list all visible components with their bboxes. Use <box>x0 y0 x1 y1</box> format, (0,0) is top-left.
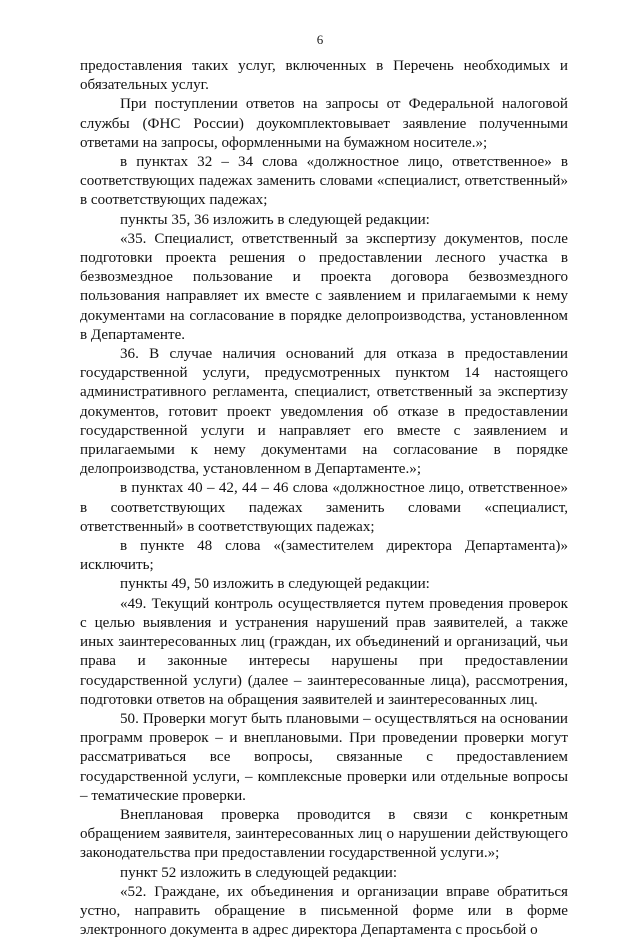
paragraph: Внеплановая проверка проводится в связи с конкретным обращением заявителя, заинтересованных лиц о нарушении действующего законодательства при предоставлении государственной услуги.»; <box>80 806 568 862</box>
paragraph: в пункте 48 слова «(заместителем директора Департамента)» исключить; <box>80 538 568 574</box>
paragraph: пункты 49, 50 изложить в следующей редакции: <box>120 576 430 593</box>
paragraph: пункты 35, 36 изложить в следующей редакции: <box>120 211 430 228</box>
paragraph: в пунктах 32 – 34 слова «должностное лицо, ответственное» в соответствующих падежах заменить словами «специалист, ответственный» в соответствующих падежах; <box>80 154 568 209</box>
paragraph: «49. Текущий контроль осуществляется путем проведения проверок с целью выявления и устранения нарушений прав заявителей, а также иных заинтересованных лиц (граждан, их объединений и организаций, чьи права и законные интересы нарушены при предоставлении государственной услуги) (далее – заинтересованные лица), рассмотрения, подготовки ответов на обращения заявителей и заинтересованных лиц. <box>80 595 568 708</box>
paragraph: 36. В случае наличия оснований для отказа в предоставлении государственной услуги, предусмотренных пунктом 14 настоящего административного регламента, специалист, ответственный за экспертизу документов, готовит проект уведомления об отказе в предоставлении государственной услуги и направляет его вместе с заявлением и прилагаемыми к нему документами на согласование в порядке делопроизводства, установленном в Департаменте.»; <box>80 346 568 478</box>
paragraph: При поступлении ответов на запросы от Федеральной налоговой службы (ФНС России) доукомплектовывает заявление полученными ответами на запросы, оформленными на бумажном носителе.»; <box>80 96 568 151</box>
paragraph: «35. Специалист, ответственный за экспертизу документов, после подготовки проекта решения о предоставлении лесного участка в безвозмездное пользование и проекта договора безвозмездного пользования направляет их вместе с заявлением и прилагаемыми к нему документами на согласование в порядке делопроизводства, установленном в Департаменте. <box>80 230 568 343</box>
paragraph: пункт 52 изложить в следующей редакции: <box>120 864 398 881</box>
document-body <box>80 57 568 940</box>
paragraph: в пунктах 40 – 42, 44 – 46 слова «должностное лицо, ответственное» в соответствующих падежах заменить словами «специалист, ответственный» в соответствующих падежах; <box>80 480 568 535</box>
paragraph: 50. Проверки могут быть плановыми – осуществляться на основании программ проверок – и внеплановыми. При проведении проверки могут рассматриваться все вопросы, связанные с предоставлением государственной услуги, – комплексные проверки или отдельные вопросы – тематические проверки. <box>80 710 568 804</box>
paragraph: предоставления таких услуг, включенных в Перечень необходимых и обязательных услуг. <box>80 58 568 94</box>
paragraph: «52. Граждане, их объединения и организации вправе обратиться устно, направить обращение в письменной форме или в форме электронного документа в адрес директора Департамента с просьбой о <box>80 883 568 939</box>
page-number: 6 <box>316 32 324 47</box>
